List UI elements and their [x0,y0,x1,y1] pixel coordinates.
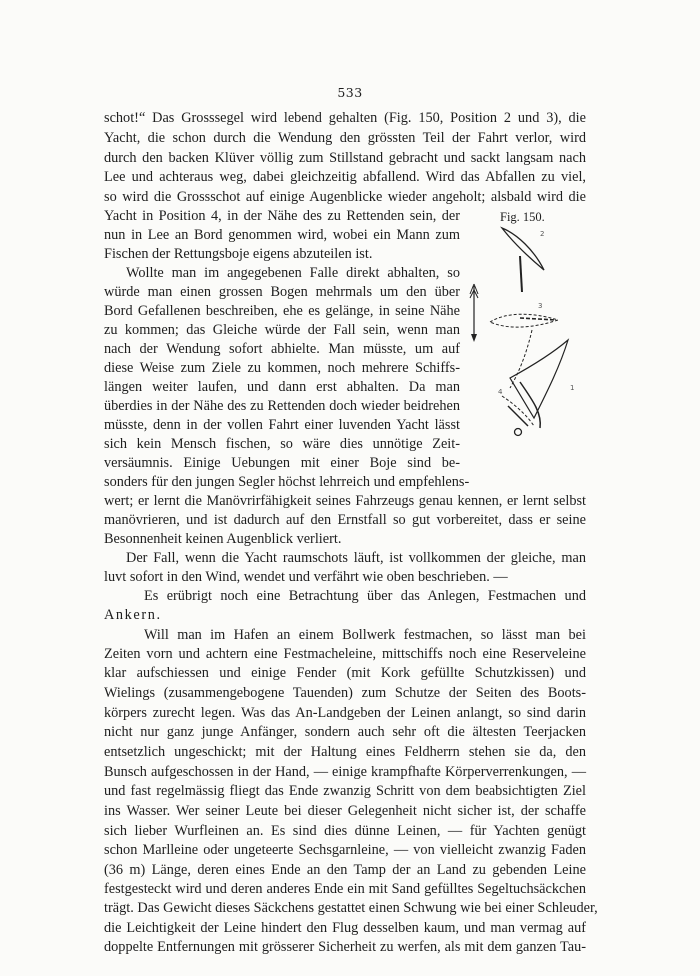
text-line [104,957,586,975]
text-line: müsste, denn in der vollen Fahrt einer luvenden Yacht lässt [104,417,460,433]
figure-label-3: 3 [538,302,543,310]
text-line: längen weiter laufen, und dann erst abhalten. Da man [104,379,460,395]
text-line: sich kein Mensch fischen, so wäre dies unnötige Zeit- [104,436,460,452]
text-line: sonders für den jungen Segler höchst lehrreich und empfehlens- [104,474,470,490]
text-line: wert; er lernt die Manövrirfähigkeit seines Fahrzeugs genau kennen, er lernt selbst [104,493,586,509]
text-line: luvt sofort in den Wind, wendet und verfährt wie oben beschrieben. — [104,569,508,585]
sail-position-2 [502,228,544,270]
sailing-maneuver-figure [462,206,592,446]
text-line: überdies in der Nähe des zu Rettenden doch wieder beidrehen [104,398,460,414]
text-line: nun in Lee an Bord genommen wird, wobei ein Mann zum [104,227,460,243]
text-line: klar aufschiessen und einige Fender (mit Kork gefüllte Schutzkissen) und [104,665,586,681]
course-path [510,330,532,388]
arrow-head-icon [471,334,477,342]
text-line: Bunsch aufgeschossen in der Hand, — einige krampfhafte Körperverrenkungen, — [104,764,586,780]
text-line: (36 m) Länge, deren eines Ende an den Tamp der an Land zu gebenden Leine [104,862,586,878]
text-line: ins Wasser. Wer seiner Leute bei dieser Gelegenheit nicht sicher ist, der schaffe [104,803,586,819]
text-line: nach der Wendung sofort abhielte. Man müsste, um auf [104,341,460,357]
figure-label-2: 2 [540,230,545,238]
text-line: Es erübrigt noch eine Betrachtung über das Anlegen, Festmachen und [144,588,586,604]
text-line: so wird die Grossschot auf einige Augenblicke wieder angeholt; alsbald wird die [104,189,586,205]
text-line: festgesteckt wird und deren anderes Ende ein mit Sand gefülltes Segeltuchsäckchen [104,881,586,897]
sail-position-1 [510,340,568,418]
text-line: körpers zurecht legen. Was das An-Landgeben der Leinen anlangt, so sind darin [104,705,586,721]
text-line: trägt. Das Gewicht dieses Säckchens gestattet einen Schwung wie bei einer Schleuder, [104,900,598,916]
text-line: diese Weise zum Ziele zu kommen, noch mehrere Schiffs- [104,360,460,376]
hull-position-2 [520,256,522,292]
text-line: Will man im Hafen an einem Bollwerk festmachen, so lässt man bei [144,627,586,643]
text-line: durch den backen Klüver völlig zum Stillstand gebracht und sackt langsam nach [104,150,586,166]
figure-caption: Fig. 150. [500,210,545,224]
text-line: Fischen der Rettungsboje eigens abzuteilen ist. [104,246,373,262]
text-line: die Leichtigkeit der Leine hindert den Flug desselben kaum, und man vermag auf [104,920,586,936]
text-line: Besonnenheit keinen Augenblick verliert. [104,531,342,547]
figure-label-4: 4 [498,388,503,396]
text-line: Bord Gefallenen beschreiben, ehe es gelänge, in seine Nähe [104,303,460,319]
text-line: Yacht, die schon durch die Wendung den grössten Teil der Fahrt verlor, wird [104,130,586,146]
text-line: Ankern. [104,607,162,623]
hull-position-4 [508,406,528,426]
text-line: Zeiten vorn und achtern eine Festmacheleine, mittschiffs noch eine Reserveleine [104,646,586,662]
text-line: sich lieber Wurfleinen an. Es sind dies dünne Leinen, — für Yachten genügt [104,823,586,839]
text-line: nicht nur ganz junge Anfänger, sondern auch sehr oft die ältesten Teerjacken [104,724,586,740]
text-line: doppelte Entfernungen mit grösserer Sicherheit zu werfen, als mit dem ganzen Tau- [104,939,586,955]
buoy-icon [515,429,522,436]
figure-label-1: 1 [570,384,575,392]
text-line: Wielings (zusammengebogene Tauenden) zum Schutze der Seiten des Boots- [104,685,586,701]
text-line: Der Fall, wenn die Yacht raumschots läuft, ist vollkommen der gleiche, man [126,550,586,566]
page-number: 533 [337,85,363,100]
text-line: manövrieren, und ist dadurch auf den Ernstfall so gut vorbereitet, dass er seine [104,512,586,528]
sail-position-3 [490,314,558,327]
text-line: schon Marlleine oder ungeteerte Sechsgarnleine, — von vielleicht zwanzig Faden [104,842,586,858]
text-line: und fast regelmässig fliegt das Ende zwanzig Schritt von dem beabsichtigten Ziel [104,783,586,799]
text-line: Wollte man im angegebenen Falle direkt abhalten, so [126,265,460,281]
text-line: Lee und achteraus weg, dabei gleichzeitig abfallend. Wird das Abfallen zu viel, [104,169,586,185]
text-line: versäumnis. Einige Uebungen mit einer Boje sind be- [104,455,460,471]
text-line: schot!“ Das Grosssegel wird lebend gehalten (Fig. 150, Position 2 und 3), die [104,110,586,126]
text-line: entsetzlich ungeschickt; mit der Haltung eines Feldherrn stehen sie da, den [104,744,586,760]
text-line: würde man einen grossen Bogen mehrmals um den über [104,284,460,300]
text-line: Yacht in Position 4, in der Nähe des zu Rettenden sein, der [104,208,460,224]
text-line: zu kommen; das Gleiche würde der Fall sein, wenn man [104,322,460,338]
